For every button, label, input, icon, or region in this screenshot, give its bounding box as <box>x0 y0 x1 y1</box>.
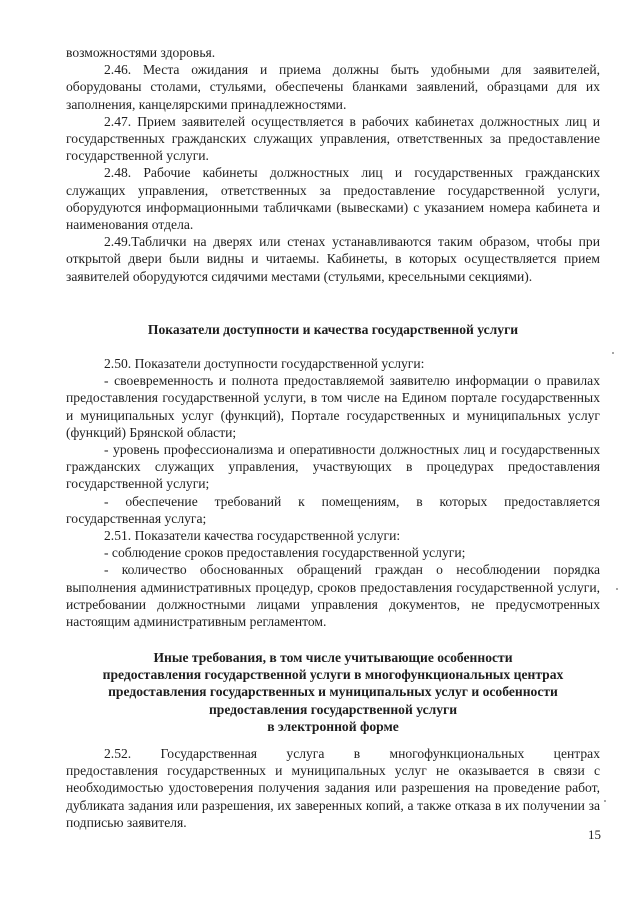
list-item: - своевременность и полнота предоставляемой заявителю информации о правилах предоставления государственной услуги, в том числе на Едином портале государственных и муниципальных услуг (функций), Портале государственных и муниципальных услуг (функций) Брянской области; <box>66 373 600 440</box>
heading-line: в электронной форме <box>267 718 399 734</box>
heading-line: предоставления государственной услуги в многофункциональных центрах <box>102 667 564 683</box>
page-number: 15 <box>588 827 601 842</box>
heading-line: Иные требования, в том числе учитывающие особенности <box>153 650 513 665</box>
section-heading-other-requirements <box>66 649 600 735</box>
paragraph-2-52: 2.52. Государственная услуга в многофункциональных центрах предоставления государственных и муниципальных услуг не оказывается в связи с необходимостью удостоверения получения задания или разрешения на проведение работ, дубликата задания или разрешения, их заверенных копий, а также отказа в их получении за подписью заявителя. <box>66 746 604 830</box>
list-item: - соблюдение сроков предоставления государственной услуги; <box>104 545 466 561</box>
paragraph-2-48: 2.48. Рабочие кабинеты должностных лиц и государственных гражданских служащих управления, ответственных за предоставление государственной услуги, оборудуются информационными табличками (вывесками) с указанием номера кабинета и наименования отдела. <box>66 165 600 233</box>
paragraph-2-46: 2.46. Места ожидания и приема должны быть удобными для заявителей, оборудованы столами, стульями, обеспечены бланками заявлений, образцами для их заполнения, канцелярскими принадлежностями. <box>66 62 600 112</box>
continuation-line: возможностями здоровья. <box>66 45 216 60</box>
paragraph-2-47: 2.47. Прием заявителей осуществляется в рабочих кабинетах должностных лиц и государственных гражданских служащих управления, ответственных за предоставление государственной услуги. <box>66 113 600 164</box>
mfc-text-block <box>66 745 604 831</box>
list-item: - обеспечение требований к помещениям, в которых предоставляется государственная услуга; <box>66 493 600 526</box>
list-item: - количество обоснованных обращений граждан о несоблюдении порядка выполнения административных процедур, сроков предоставления государственной услуги, истребовании должностными лицами управления документов, не предусмотренных настоящим административным регламентом. <box>66 562 600 630</box>
paragraph-2-49: 2.49.Таблички на дверях или стенах устанавливаются таким образом, чтобы при открытой двери были видны и читаемы. Кабинеты, в которых осуществляется прием заявителей оборудуются сидячими местами (стульями, кресельными секциями). <box>66 234 600 284</box>
scan-speck <box>612 352 614 354</box>
heading-line: предоставления государственных и муниципальных услуг и особенности <box>108 684 558 700</box>
scan-speck <box>616 588 618 590</box>
paragraph-2-51: 2.51. Показатели качества государственной услуги: <box>104 528 401 544</box>
section-heading-accessibility: Показатели доступности и качества государственной услуги <box>147 322 519 337</box>
top-text-block <box>66 44 600 285</box>
scan-speck <box>604 800 606 802</box>
paragraph-2-50: 2.50. Показатели доступности государственной услуги: <box>104 356 425 371</box>
list-item: - уровень профессионализма и оперативности должностных лиц и государственных гражданских служащих управления, участвующих в процедурах предоставления государственной услуги; <box>66 442 600 492</box>
accessibility-text-block <box>66 355 600 630</box>
heading-line: предоставления государственной услуги <box>208 701 458 717</box>
